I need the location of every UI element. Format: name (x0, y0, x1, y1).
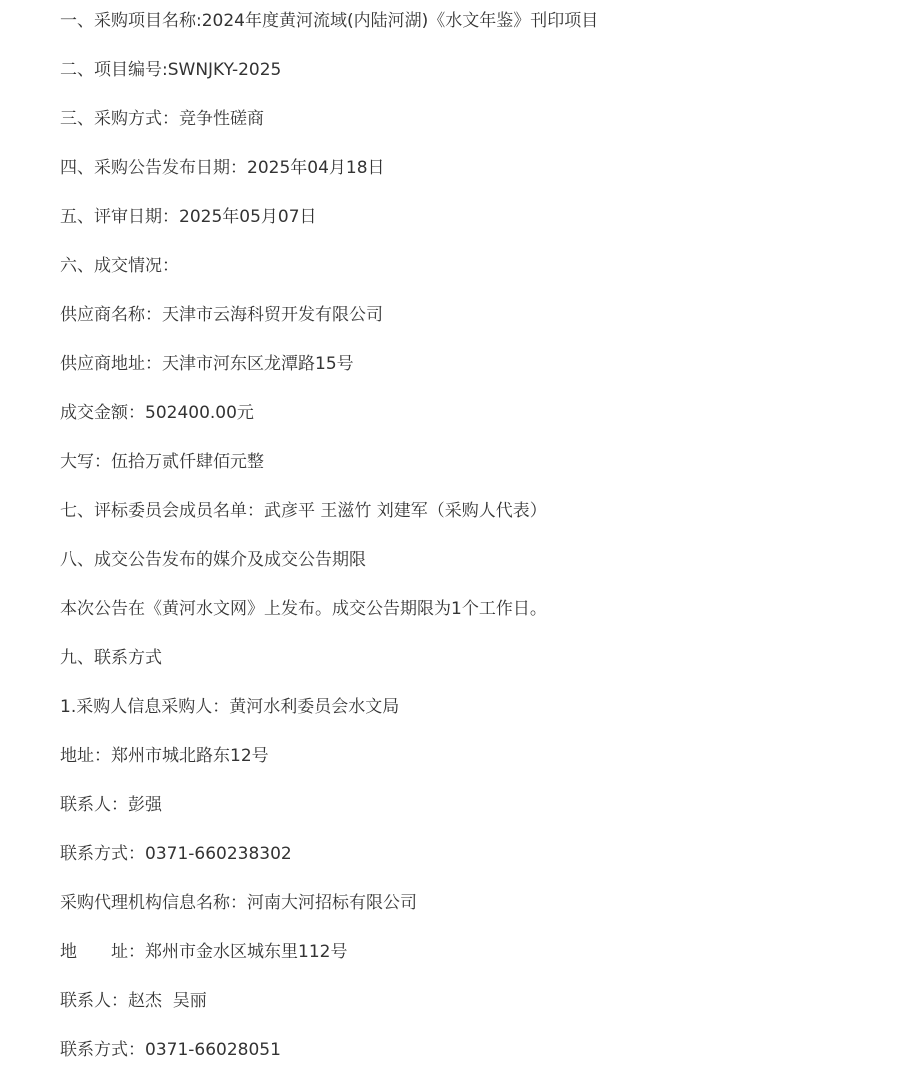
deal-amount-line: 成交金额：502400.00元 (60, 403, 254, 423)
agency-info-line: 采购代理机构信息名称：河南大河招标有限公司 (60, 893, 417, 913)
review-date-line: 五、评审日期：2025年05月07日 (60, 207, 317, 227)
project-name-line: 一、采购项目名称:2024年度黄河流域(内陆河湖)《水文年鉴》刊印项目 (60, 11, 599, 31)
deal-status-heading: 六、成交情况： (60, 256, 179, 276)
supplier-address-line: 供应商地址：天津市河东区龙潭路15号 (60, 354, 354, 374)
agency-phone-line: 联系方式：0371-66028051 (60, 1040, 281, 1060)
announcement-date-line: 四、采购公告发布日期：2025年04月18日 (60, 158, 385, 178)
project-number-line: 二、项目编号:SWNJKY-2025 (60, 60, 282, 80)
agency-contact-person-line: 联系人：赵杰 吴丽 (60, 991, 207, 1011)
deal-amount-uppercase-line: 大写：伍拾万贰仟肆佰元整 (60, 452, 264, 472)
media-period-text: 本次公告在《黄河水文网》上发布。成交公告期限为1个工作日。 (60, 599, 547, 619)
agency-address-line: 地 址：郑州市金水区城东里112号 (60, 942, 348, 962)
contact-heading: 九、联系方式 (60, 648, 162, 668)
announcement-document (60, 8, 900, 1086)
purchaser-address-line: 地址：郑州市城北路东12号 (60, 746, 269, 766)
media-period-heading: 八、成交公告发布的媒介及成交公告期限 (60, 550, 366, 570)
purchaser-info-line: 1.采购人信息采购人：黄河水利委员会水文局 (60, 697, 400, 717)
committee-members-line: 七、评标委员会成员名单：武彦平 王滋竹 刘建军（采购人代表） (60, 501, 547, 521)
purchaser-contact-person-line: 联系人：彭强 (60, 795, 162, 815)
procurement-method-line: 三、采购方式：竞争性磋商 (60, 109, 264, 129)
purchaser-phone-line: 联系方式：0371-660238302 (60, 844, 292, 864)
supplier-name-line: 供应商名称：天津市云海科贸开发有限公司 (60, 305, 383, 325)
